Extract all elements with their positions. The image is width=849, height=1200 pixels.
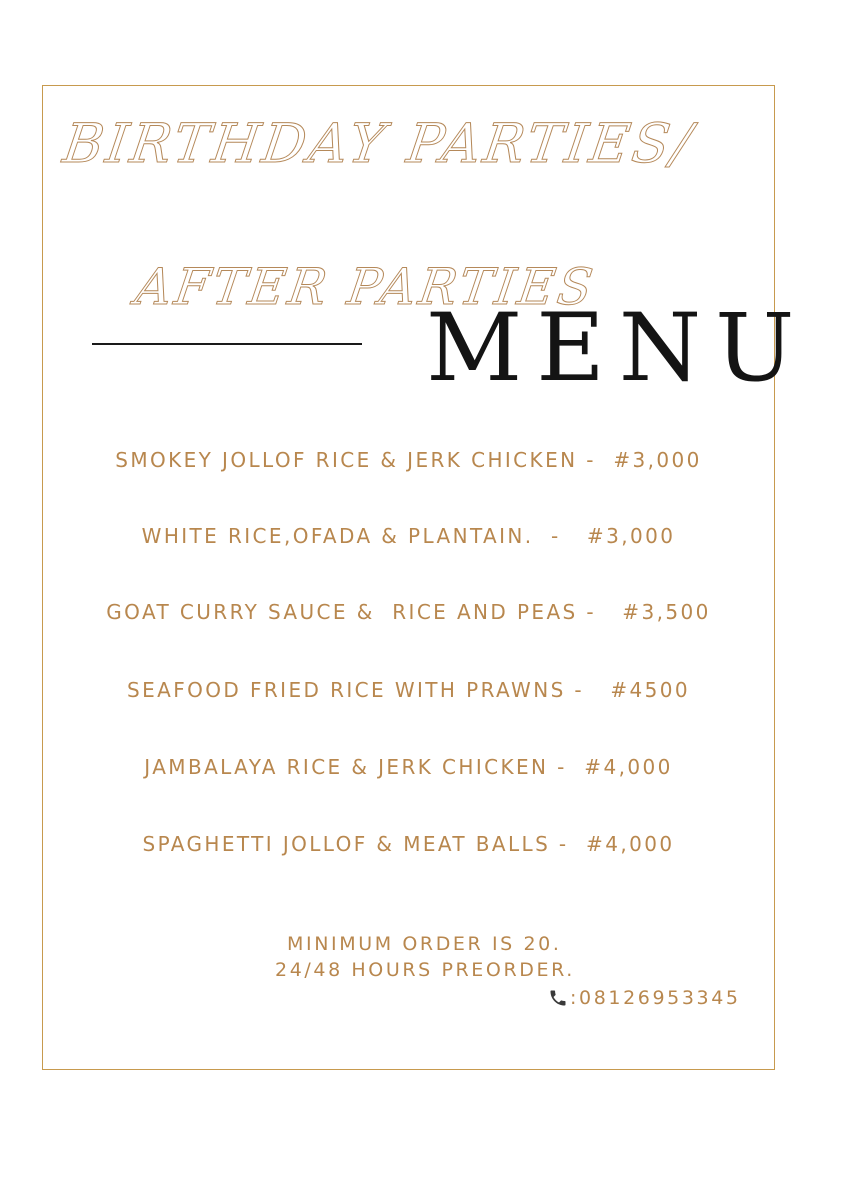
phone-number: :08126953345 (570, 987, 741, 1009)
decorative-rule (92, 343, 362, 345)
preorder-note: 24/48 HOURS PREORDER. (275, 959, 575, 981)
phone-contact[interactable] (548, 987, 741, 1009)
telephone-receiver-icon (548, 988, 568, 1008)
menu-item: SMOKEY JOLLOF RICE & JERK CHICKEN - #3,000 (115, 448, 702, 472)
script-heading-after-parties: AFTER PARTIES (131, 258, 600, 316)
minimum-order-note: MINIMUM ORDER IS 20. (287, 933, 562, 955)
menu-item: SPAGHETTI JOLLOF & MEAT BALLS - #4,000 (142, 832, 675, 856)
menu-item: JAMBALAYA RICE & JERK CHICKEN - #4,000 (144, 755, 673, 779)
menu-item: SEAFOOD FRIED RICE WITH PRAWNS - #4500 (127, 678, 690, 702)
menu-frame (42, 85, 775, 1070)
menu-title: MENU (426, 294, 809, 403)
script-heading-birthday-parties: BIRTHDAY PARTIES/ (59, 112, 699, 175)
menu-item: GOAT CURRY SAUCE & RICE AND PEAS - #3,500 (106, 600, 711, 624)
menu-item: WHITE RICE,OFADA & PLANTAIN. - #3,000 (141, 524, 676, 548)
